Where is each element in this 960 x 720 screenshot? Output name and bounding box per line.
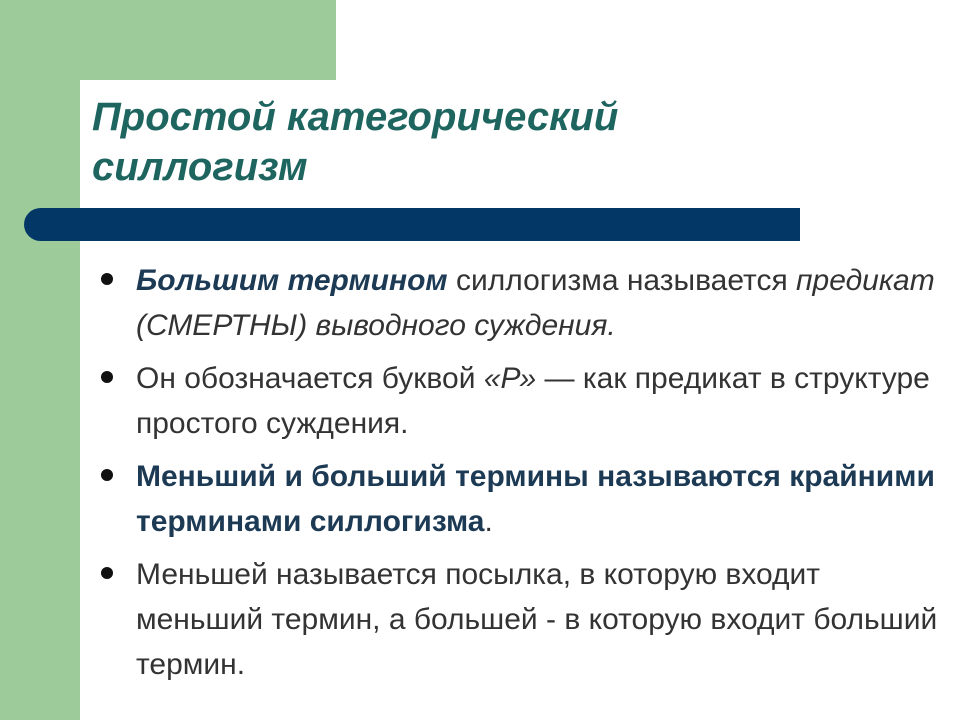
bullet-list bbox=[96, 258, 946, 695]
bullet-italic-text: предикат (СМЕРТНЫ) выводного суждения. bbox=[136, 264, 935, 342]
bullet-bold-text: Меньший и больший термины называются крайними терминами силлогизма bbox=[136, 460, 935, 538]
bullet-dot-icon bbox=[101, 469, 113, 481]
letter-symbol: «Р» bbox=[483, 362, 537, 395]
bullet-dot-icon bbox=[101, 567, 113, 579]
slide-title bbox=[92, 92, 852, 192]
decor-green-top-block bbox=[80, 0, 336, 80]
bullet-item-major-term bbox=[96, 258, 946, 348]
bullet-text: — как предикат в структуре простого суждения. bbox=[136, 362, 930, 440]
bullet-dot-icon bbox=[101, 371, 113, 383]
bullet-text: силлогизма называется bbox=[447, 264, 797, 297]
bullet-item-extreme-terms bbox=[96, 454, 946, 544]
decor-green-sidebar bbox=[0, 0, 80, 720]
bullet-dot-icon bbox=[101, 273, 113, 285]
bullet-text: Меньшей называется посылка, в которую входит меньший термин, а большей - в которую входит больший термин. bbox=[136, 558, 938, 681]
major-term-label: Большим термином bbox=[136, 264, 448, 297]
bullet-item-letter-p bbox=[96, 356, 946, 446]
bullet-item-premises bbox=[96, 552, 946, 687]
bullet-text: . bbox=[484, 505, 493, 538]
title-underline-bar bbox=[24, 208, 800, 241]
title-line-1: Простой категорический bbox=[92, 95, 619, 139]
bullet-text: Он обозначается буквой bbox=[136, 362, 484, 395]
title-line-2: силлогизм bbox=[92, 145, 308, 189]
